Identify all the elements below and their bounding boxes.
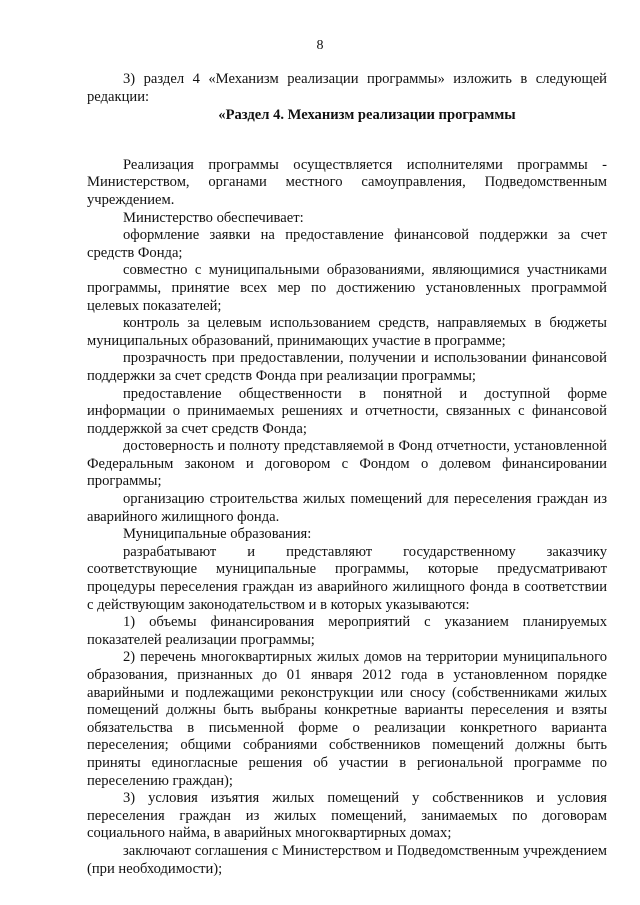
section-title: «Раздел 4. Механизм реализации программы — [218, 107, 516, 124]
list-item-3: 3) условия изъятия жилых помещений у собственников и условия переселения граждан из жилых помещений, занимаемых по договорам социального найма, в аварийных многоквартирных домах; — [87, 790, 607, 842]
paragraph-construction: организацию строительства жилых помещений для переселения граждан из аварийного жилищного фонда. — [87, 491, 607, 525]
paragraph-measures: совместно с муниципальными образованиями, являющимися участниками программы, принятие всех мер по достижению установленных программой целевых показателей; — [87, 262, 607, 314]
paragraph-publicity: предоставление общественности в понятной и доступной форме информации о принимаемых решениях и отчетности, связанных с финансовой поддержкой за счет средств Фонда; — [87, 385, 607, 437]
paragraph-control: контроль за целевым использованием средств, направляемых в бюджеты муниципальных образований, принимающих участие в программе; — [87, 315, 607, 349]
paragraph-transparency: прозрачность при предоставлении, получении и использовании финансовой поддержки за счет средств Фонда при реализации программы; — [87, 350, 607, 384]
page-number: 8 — [316, 38, 324, 53]
paragraph-develop-programs: разрабатывают и представляют государственному заказчику соответствующие муниципальные программы, которые предусматривают процедуры переселения граждан из аварийного жилищного фонда в соответствии с действующим законодательством и в которых указываются: — [87, 543, 607, 613]
paragraph-reliability: достоверность и полноту представляемой в Фонд отчетности, установленной Федеральным законом и договором с Фондом о долевом финансировании программы; — [87, 438, 607, 490]
list-item-1: 1) объемы финансирования мероприятий с указанием планируемых показателей реализации программы; — [87, 614, 607, 648]
intro-paragraph: 3) раздел 4 «Механизм реализации программы» изложить в следующей редакции: — [87, 71, 607, 105]
paragraph-agreements: заключают соглашения с Министерством и Подведомственным учреждением (при необходимости); — [87, 842, 607, 877]
paragraph-application: оформление заявки на предоставление финансовой поддержки за счет средств Фонда; — [87, 227, 607, 261]
document-body — [87, 71, 607, 878]
paragraph-municipalities: Муниципальные образования: — [123, 526, 312, 543]
paragraph-implementation: Реализация программы осуществляется исполнителями программы - Министерством, органами местного самоуправления, Подведомственным учреждением. — [87, 156, 607, 208]
paragraph-ministry-provides: Министерство обеспечивает: — [123, 209, 304, 226]
list-item-2: 2) перечень многоквартирных жилых домов на территории муниципального образования, признанных до 01 января 2012 года в установленном порядке аварийными и подлежащими реконструкции или сносу (собственниками жилых помещений должны быть выбраны конкретные варианты переселения и взяты обязательства в письменной форме о реализации конкретного варианта переселения; общими собраниями собственников помещений должны быть приняты единогласные решения об участии в региональной программе по переселению граждан); — [87, 649, 607, 789]
